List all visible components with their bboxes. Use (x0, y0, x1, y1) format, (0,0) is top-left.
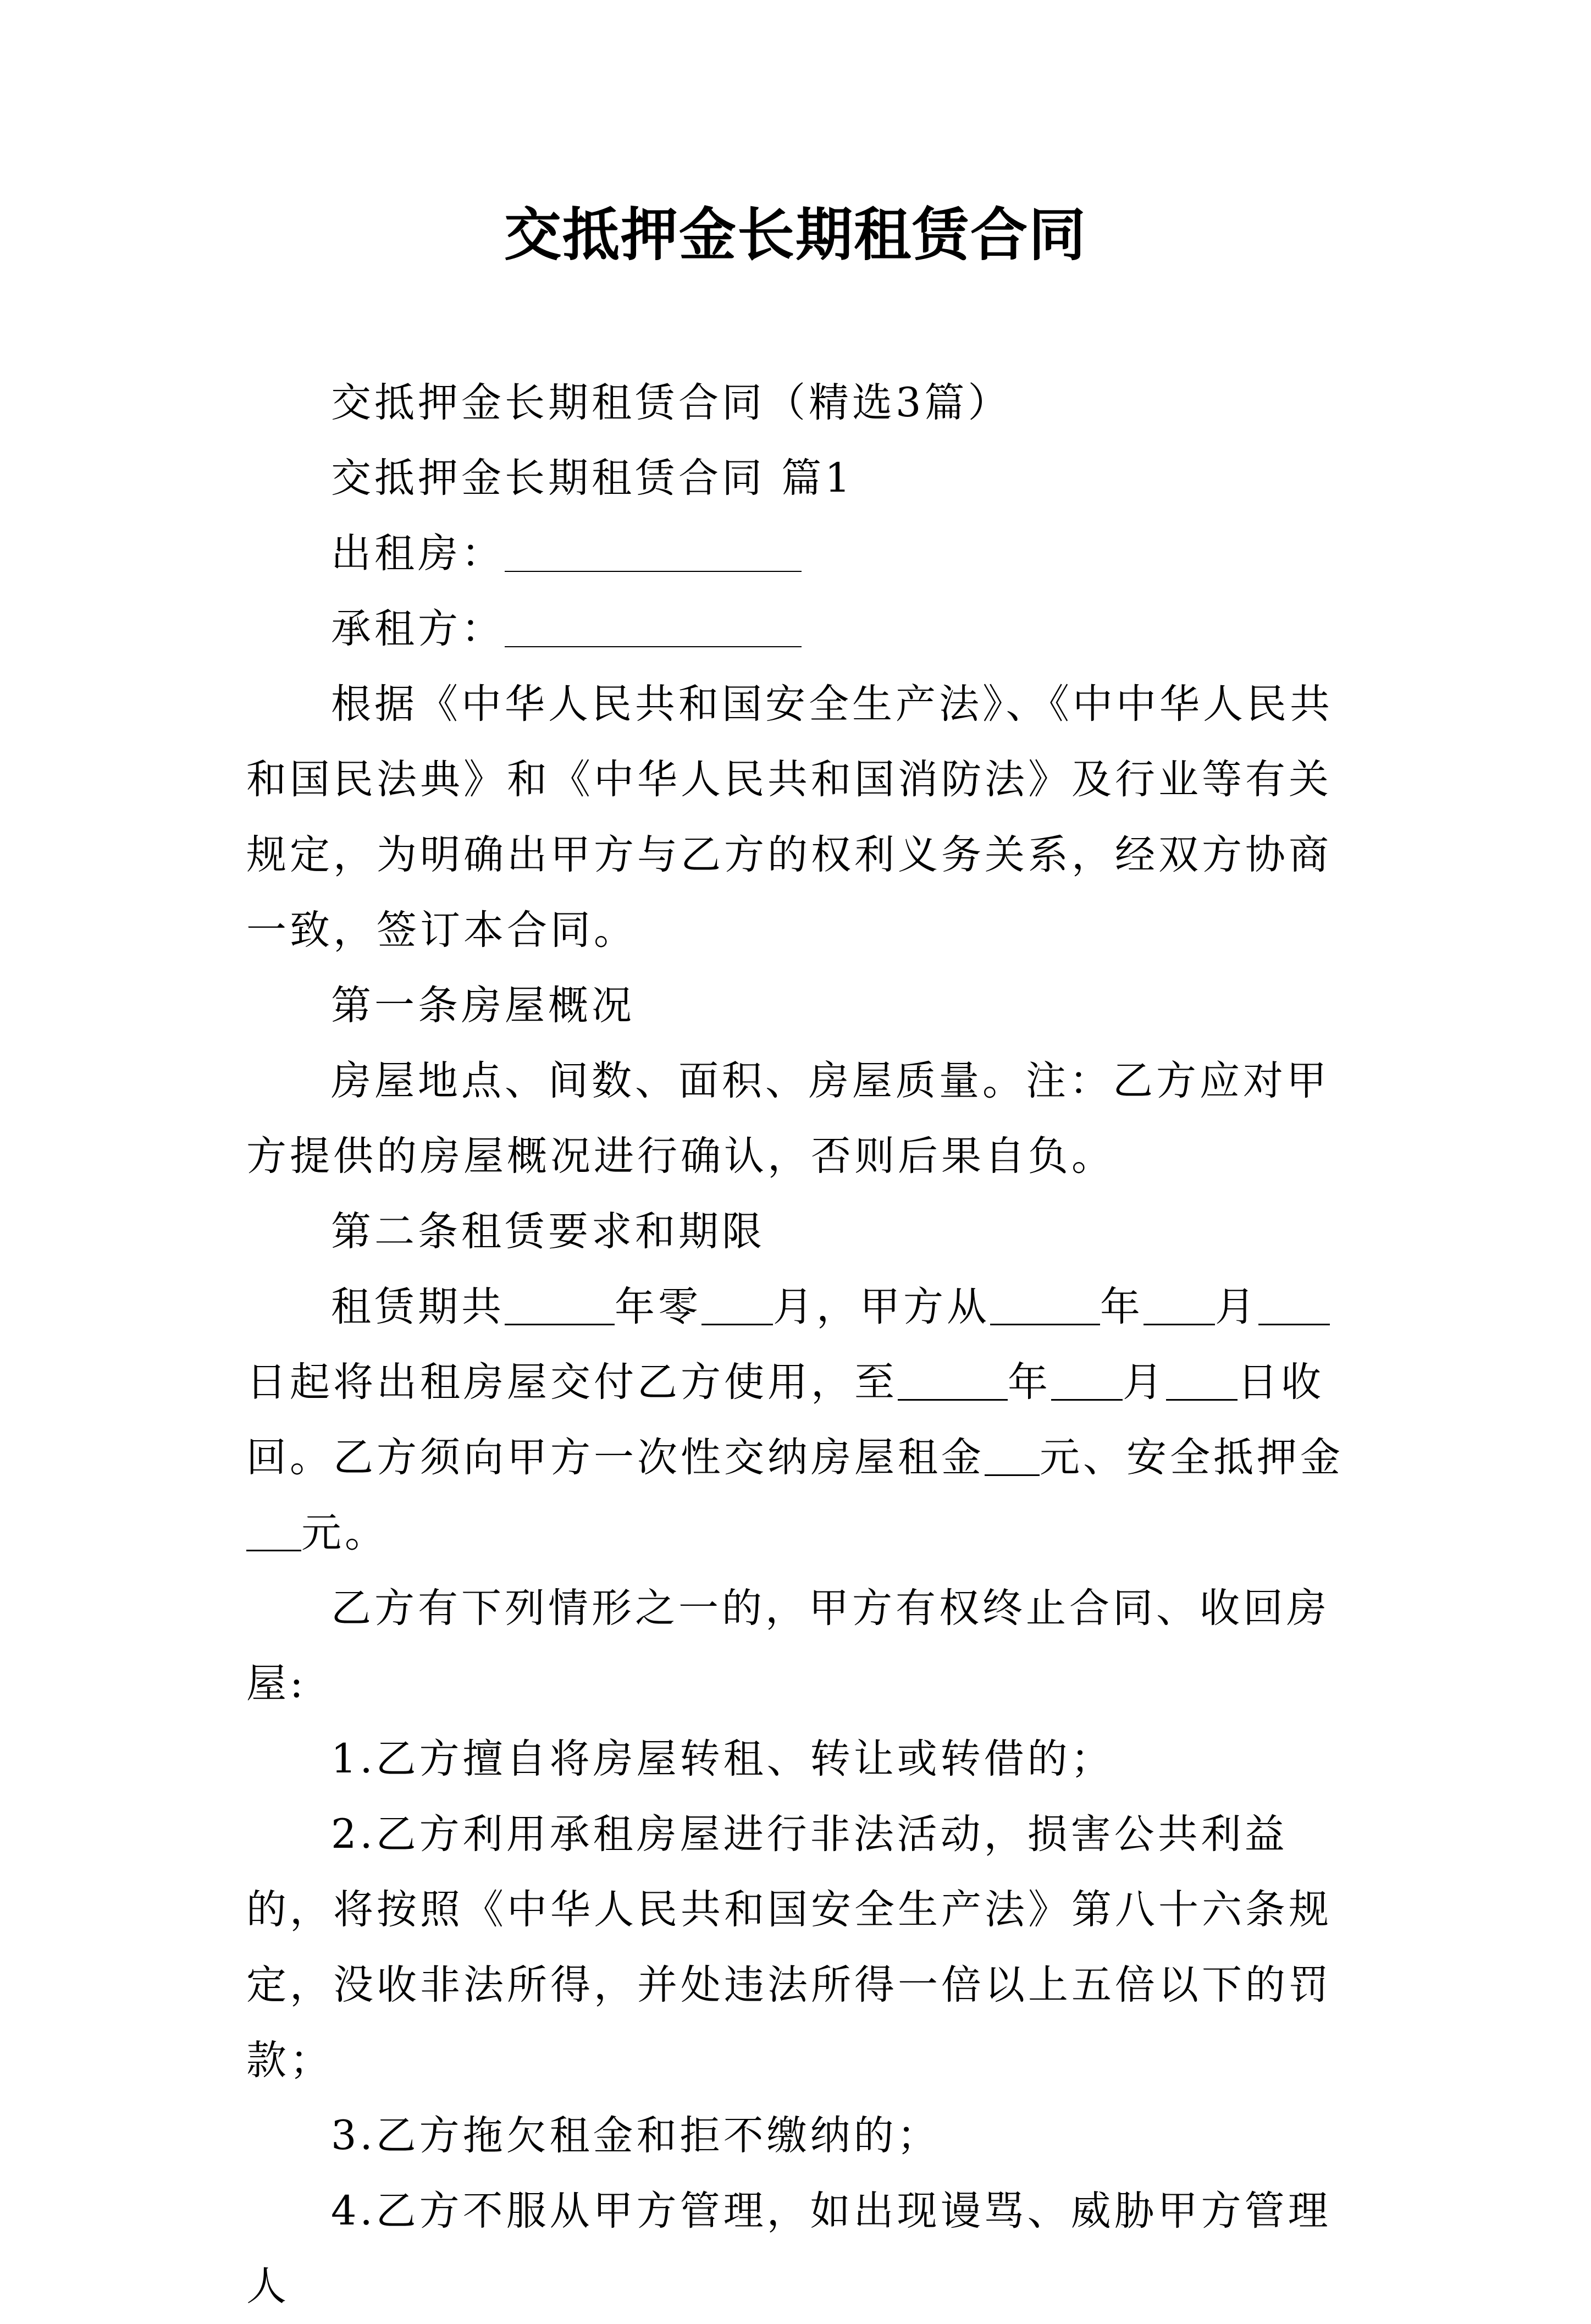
lessor-label: 出租房： (331, 530, 505, 577)
start-month-blank (1143, 1284, 1215, 1325)
article-2-title: 第二条租赁要求和期限 (331, 1208, 765, 1255)
deposit-amount-blank (246, 1510, 301, 1551)
end-month-blank (1051, 1359, 1123, 1401)
lease-text: 年 (1008, 1359, 1051, 1406)
end-day-blank (1166, 1359, 1238, 1401)
lease-text: 年 (1100, 1284, 1143, 1330)
document-body (246, 365, 1357, 2324)
lease-text: 元。 (301, 1510, 388, 1556)
lessee-label: 承租方： (331, 605, 505, 652)
document-subtitle: 交抵押金长期租赁合同（精选3篇） (331, 379, 1012, 426)
end-year-blank (898, 1359, 1008, 1401)
termination-intro: 乙方有下列情形之一的，甲方有权终止合同、收回房屋: (246, 1585, 1330, 1707)
lease-text: 月，甲方从 (773, 1284, 990, 1330)
start-year-blank (990, 1284, 1100, 1325)
lease-text: 日起将出租房屋交付乙方使用，至 (246, 1359, 898, 1406)
lease-months-blank (701, 1284, 773, 1325)
lessee-line (246, 591, 1357, 667)
rent-amount-blank (985, 1434, 1040, 1476)
preamble-paragraph: 根据《中华人民共和国安全生产法》、《中中华人民共和国民法典》和《中华人民共和国消防法》及行业等有关规定，为明确出甲方与乙方的权利义务关系，经双方协商一致，签订本合同。 (246, 681, 1333, 954)
termination-item-4: 4.乙方不服从甲方管理，如出现谩骂、威胁甲方管理人 (246, 2188, 1332, 2310)
lease-text: 日收回。乙方须向甲方一次性交纳房屋租金 (246, 1359, 1324, 1481)
lease-years-blank (505, 1284, 615, 1325)
lessor-line (246, 516, 1357, 591)
termination-item-3: 3.乙方拖欠租金和拒不缴纳的； (331, 2112, 941, 2159)
termination-item-2: 2.乙方利用承租房屋进行非法活动，损害公共利益的，将按照《中华人民共和国安全生产法》第八十六条规定，没收非法所得，并处违法所得一倍以上五倍以下的罚款； (246, 1811, 1332, 2084)
section-heading: 交抵押金长期租赁合同 篇1 (331, 455, 854, 502)
lease-text: 年零 (615, 1284, 701, 1330)
lessee-blank (505, 606, 802, 647)
article-1-title: 第一条房屋概况 (331, 982, 635, 1029)
article-1-text: 房屋地点、间数、面积、房屋质量。注：乙方应对甲方提供的房屋概况进行确认，否则后果自负。 (246, 1058, 1330, 1180)
lessor-blank (505, 531, 802, 572)
lease-text: 月 (1123, 1359, 1166, 1406)
document-title: 交抵押金长期租赁合同 (504, 201, 1087, 268)
termination-item-1: 1.乙方擅自将房屋转租、转让或转借的； (331, 1736, 1114, 1782)
lease-term-paragraph (246, 1269, 1357, 1571)
lease-text: 租赁期共 (331, 1284, 505, 1330)
lease-text: 月 (1215, 1284, 1258, 1330)
lease-text: 元、安全抵押金 (1040, 1434, 1344, 1481)
start-day-blank (1258, 1284, 1330, 1325)
